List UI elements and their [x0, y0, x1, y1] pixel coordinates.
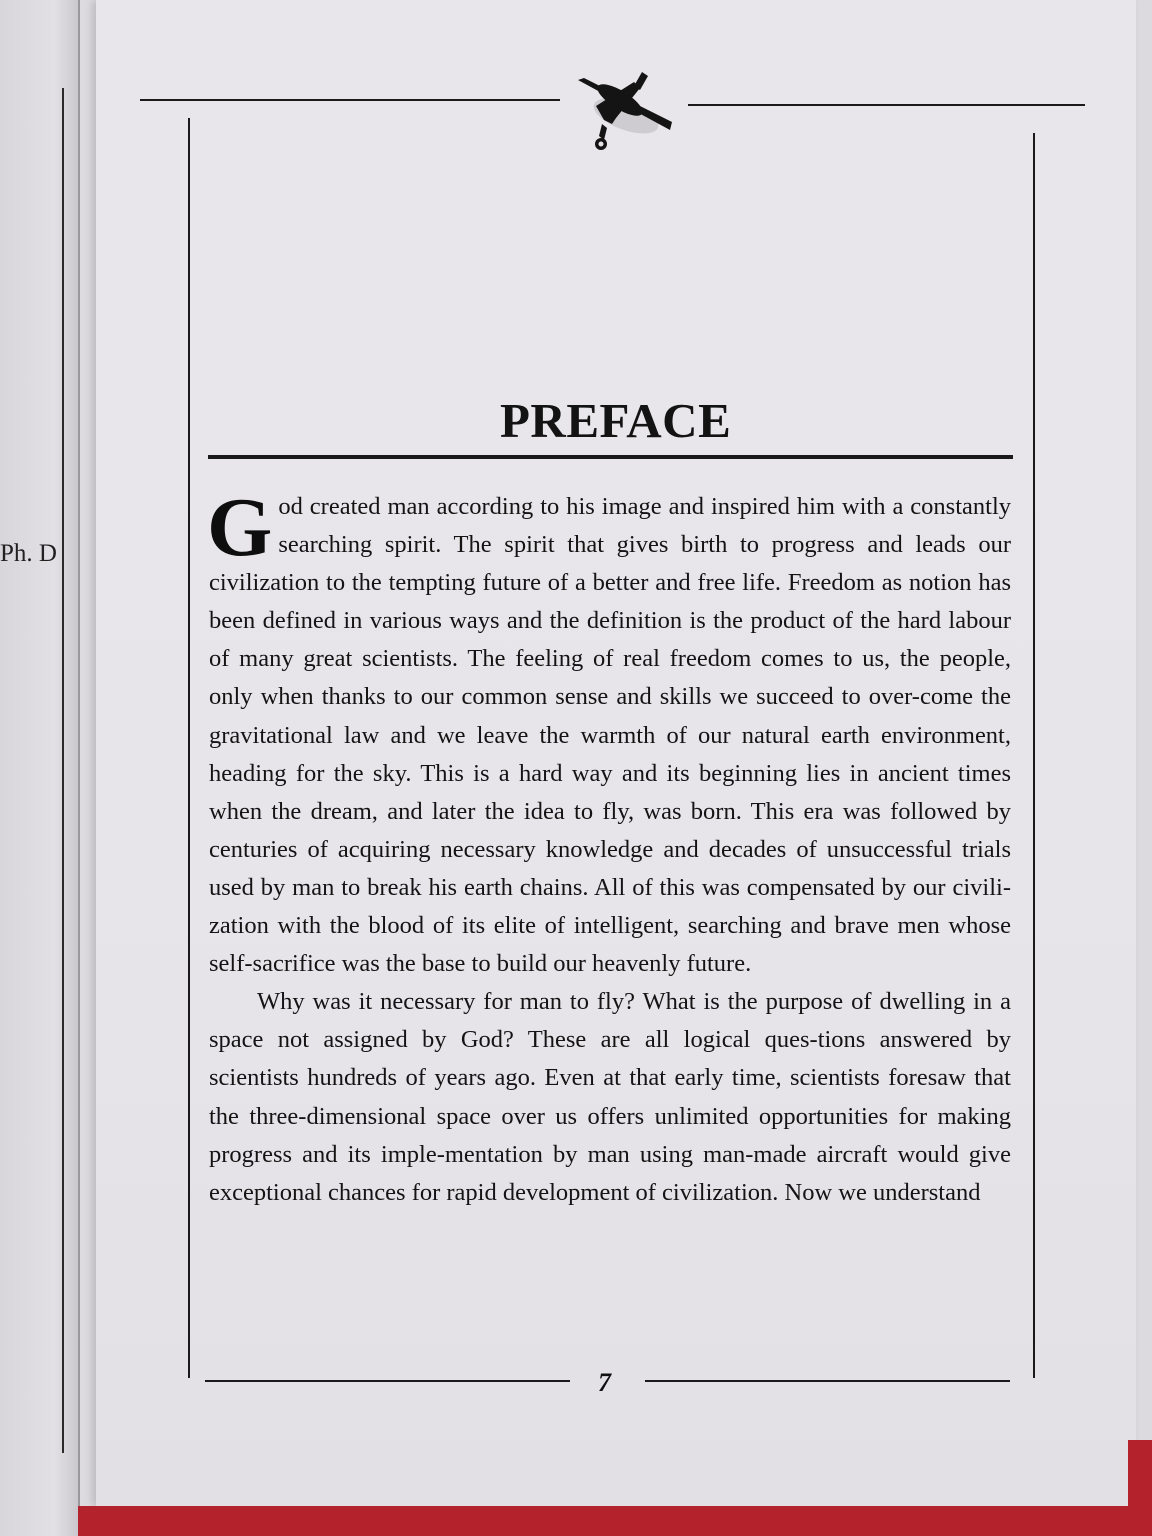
frame-top-right-rule: [688, 104, 1085, 106]
paragraph-1: [207, 481, 1011, 983]
paragraph-1-text: od created man according to his image and inspired him with a constantly searching spirit. The spirit that gives birth to progress and leads our civilization to the tempting future of a better and free life. Freedom as notion has been defined in various ways and the definition is the product of the hard labour of many great scientists. The feeling of real freedom comes to us, the people, only when thanks to our common sense and skills we succeed to over-come the gravitational law and we leave the warmth of our natural earth environment, heading for the sky. This is a hard way and its beginning lies in ancient times when the dream, and later the idea to fly, was born. This era was followed by centuries of acquiring necessary knowledge and decades of unsuccessful trials used by man to break his earth chains. All of this was compensated by our civili-zation with the blood of its elite of intelligent, searching and brave men whose self-sacrifice was the base to build our heavenly future.: [209, 493, 1011, 978]
title-underline: [208, 455, 1013, 459]
frame-right-rule: [1033, 133, 1035, 1378]
book-cover-bottom-edge: [78, 1506, 1152, 1536]
drop-cap: G: [207, 481, 273, 574]
frame-top-left-rule: [140, 99, 560, 101]
book-cover-right-edge: [1128, 1440, 1152, 1536]
page-title: PREFACE: [500, 393, 732, 448]
paragraph-2: Why was it necessary for man to fly? What is the purpose of dwelling in a space not assigned by God? These are all logical ques-tions answered by scientists hundreds of years ago. Even at that early time, scientists foresaw that the three-dimensional space over us offers unlimited opportunities for making progress and its imple-mentation by man using man-made aircraft would give exceptional chances for rapid development of civilization. Now we understand: [209, 988, 1011, 1206]
frame-left-rule: [188, 118, 190, 1378]
airplane-icon: [574, 70, 674, 160]
left-page: [0, 0, 80, 1536]
show-through-text: [286, 175, 1116, 213]
body-text: [207, 481, 1011, 1212]
footer-right-rule: [645, 1380, 1010, 1382]
left-page-text: Ph. D: [0, 540, 57, 567]
page-number: 7: [598, 1368, 611, 1397]
footer-left-rule: [205, 1380, 570, 1382]
left-page-rule: [62, 88, 64, 1453]
